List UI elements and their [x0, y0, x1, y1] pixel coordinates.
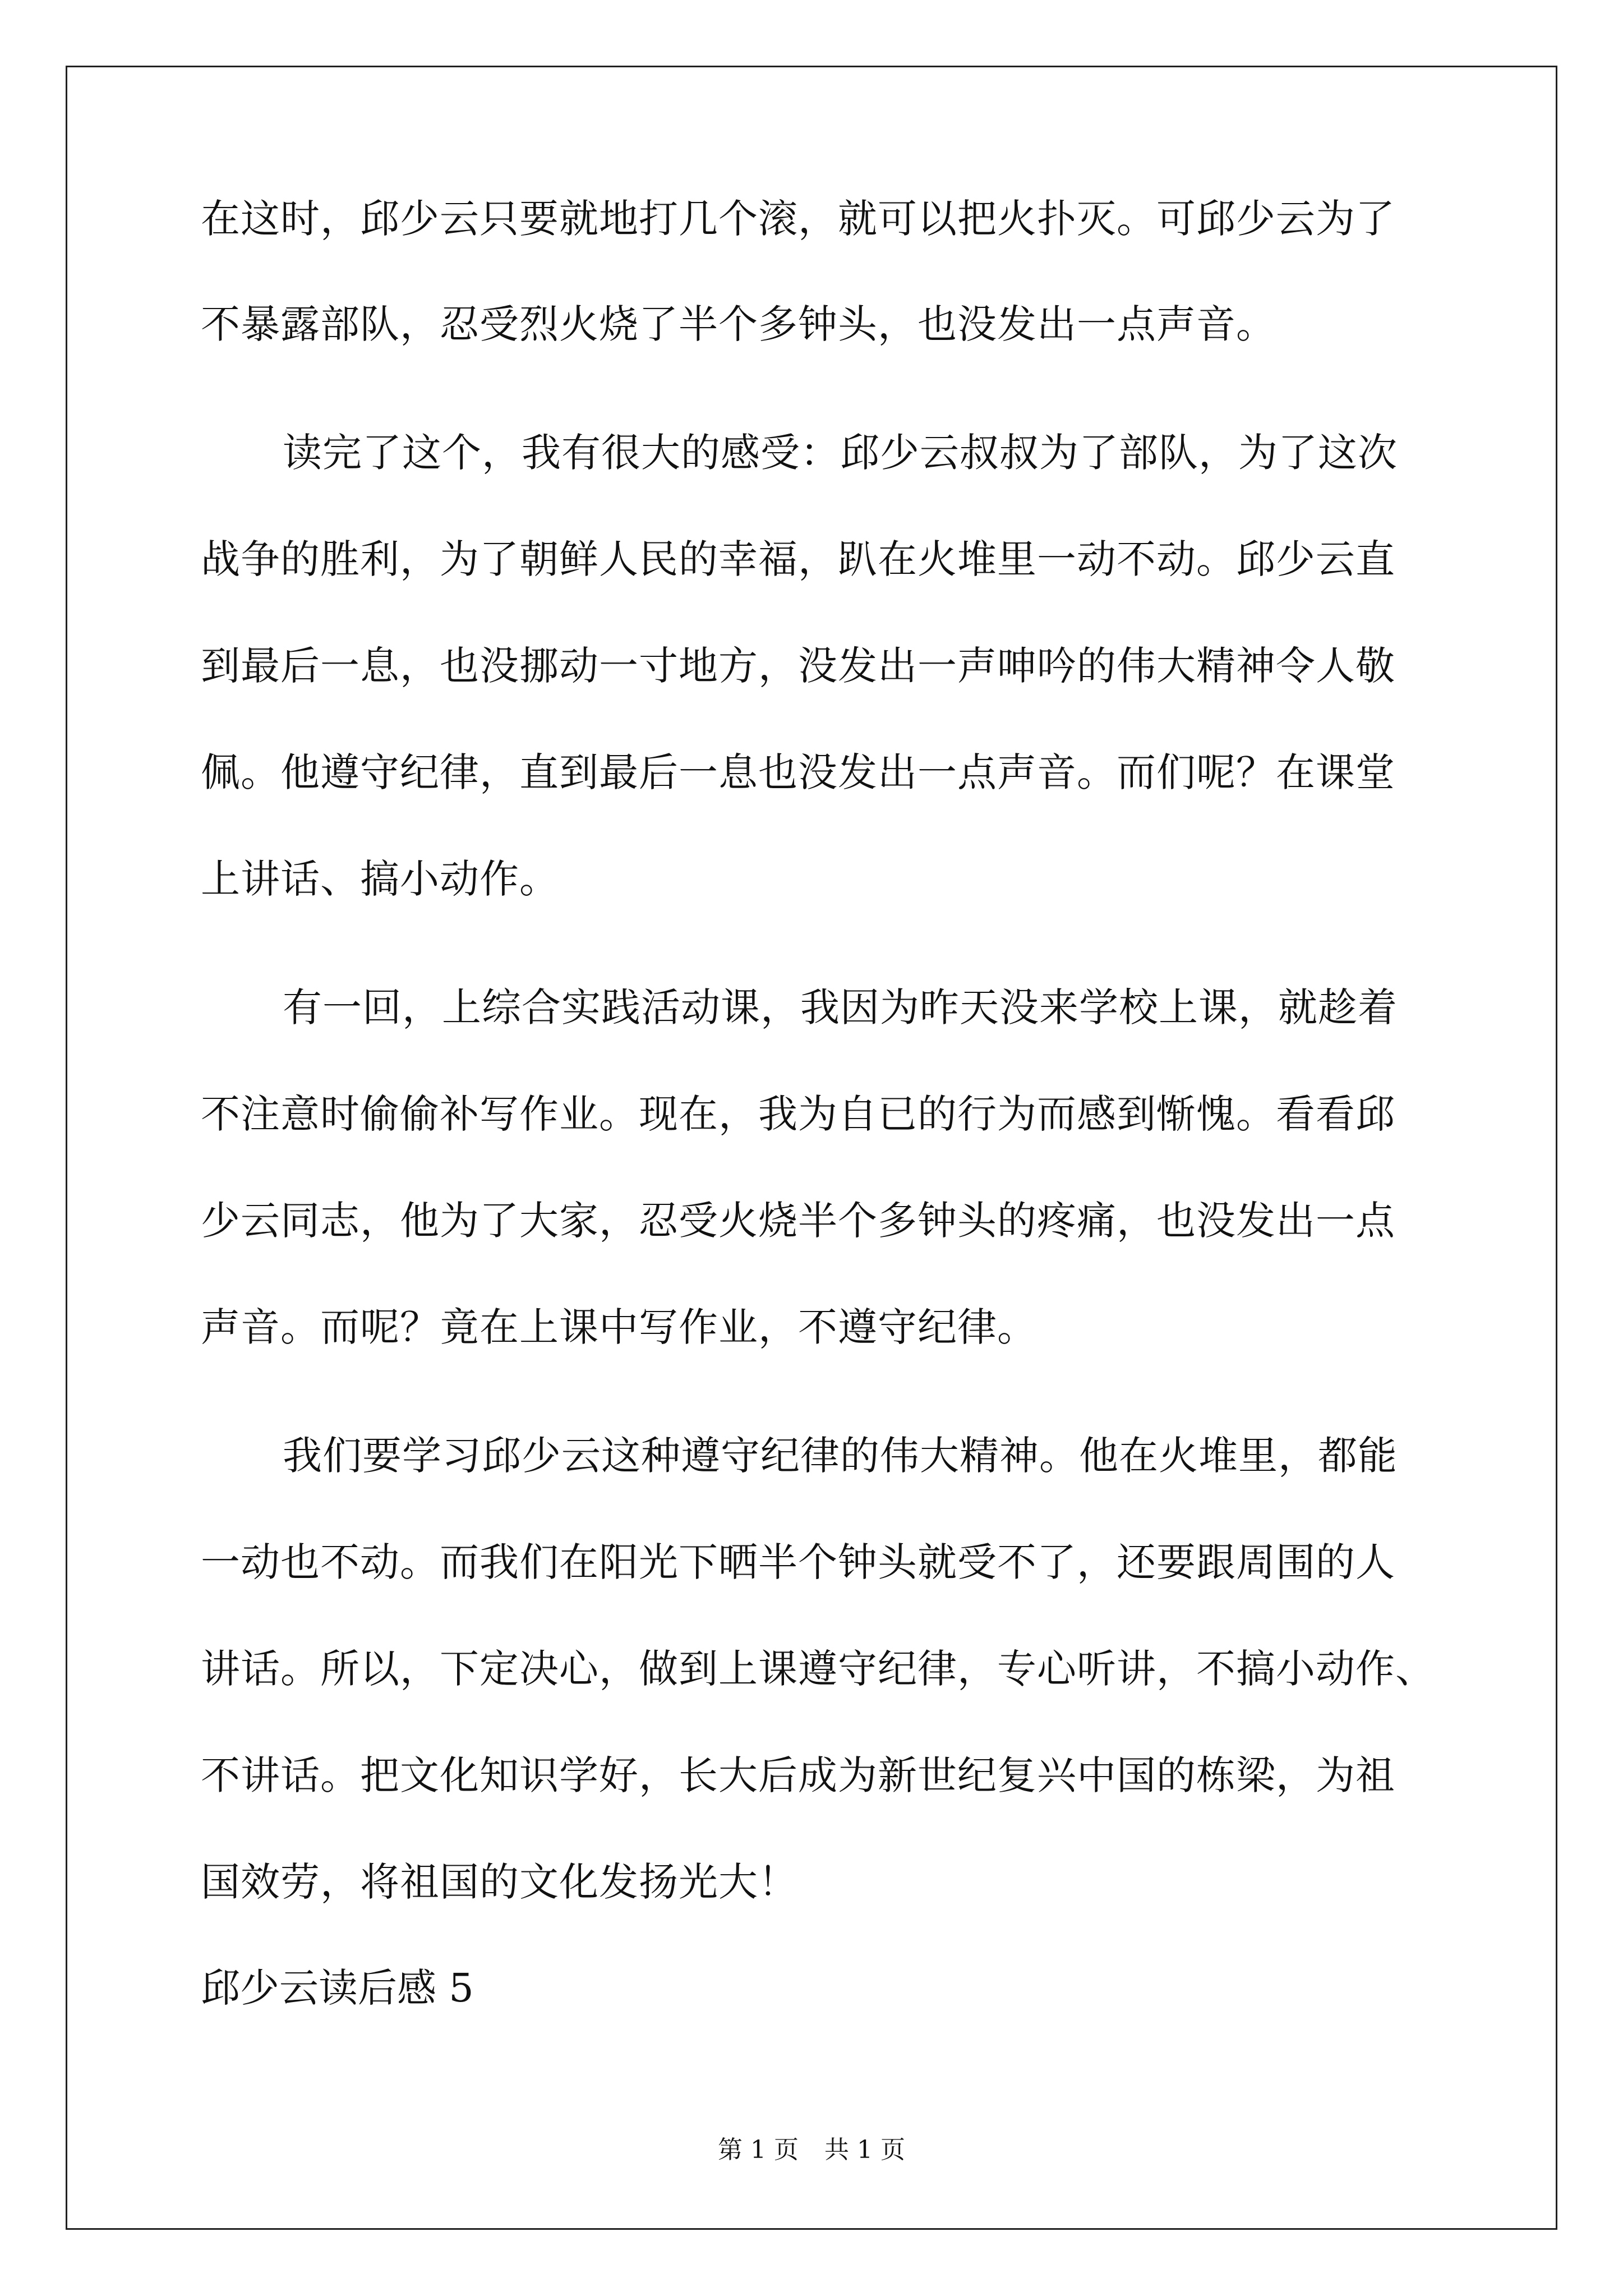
- paragraph-line: 读完了这个，我有很大的感受：邱少云叔叔为了部队，为了这次: [283, 430, 1398, 476]
- section-heading: 邱少云读后感 5: [201, 1965, 474, 2011]
- paragraph-line: 佩。他遵守纪律，直到最后一息也没发出一点声音。而们呢？在课堂: [201, 749, 1395, 795]
- paragraph-line: 在这时，邱少云只要就地打几个滚，就可以把火扑灭。可邱少云为了: [201, 196, 1395, 242]
- page-total: 共 1 页: [824, 2136, 905, 2164]
- document-body: [201, 196, 1435, 2011]
- paragraph-line: 不讲话。把文化知识学好，长大后成为新世纪复兴中国的栋梁，为祖: [201, 1752, 1395, 1798]
- paragraph-line: 一动也不动。而我们在阳光下晒半个钟头就受不了，还要跟周围的人: [201, 1539, 1395, 1585]
- paragraph-line: 不注意时偷偷补写作业。现在，我为自已的行为而感到惭愧。看看邱: [201, 1091, 1395, 1137]
- page-footer: [0, 2136, 1623, 2164]
- paragraph-line: 少云同志，他为了大家，忍受火烧半个多钟头的疼痛，也没发出一点: [201, 1198, 1395, 1244]
- paragraph-line: 战争的胜利，为了朝鲜人民的幸福，趴在火堆里一动不动。邱少云直: [201, 536, 1395, 582]
- paragraph-line: 有一回，上综合实践活动课，我因为昨天没来学校上课，就趁着: [283, 984, 1398, 1030]
- paragraph-line: 到最后一息，也没挪动一寸地方，没发出一声呻吟的伟大精神令人敬: [201, 643, 1395, 689]
- paragraph-line: 上讲话、搞小动作。: [201, 856, 559, 902]
- paragraph-line: 声音。而呢？竟在上课中写作业，不遵守纪律。: [201, 1304, 1037, 1350]
- paragraph-line: 讲话。所以，下定决心，做到上课遵守纪律，专心听讲，不搞小动作、: [201, 1646, 1435, 1692]
- paragraph-line: 我们要学习邱少云这种遵守纪律的伟大精神。他在火堆里，都能: [283, 1433, 1398, 1479]
- paragraph-line: 不暴露部队，忍受烈火烧了半个多钟头，也没发出一点声音。: [201, 301, 1276, 347]
- paragraph-line: 国效劳，将祖国的文化发扬光大！: [201, 1859, 798, 1905]
- page-number: 第 1 页: [718, 2136, 799, 2164]
